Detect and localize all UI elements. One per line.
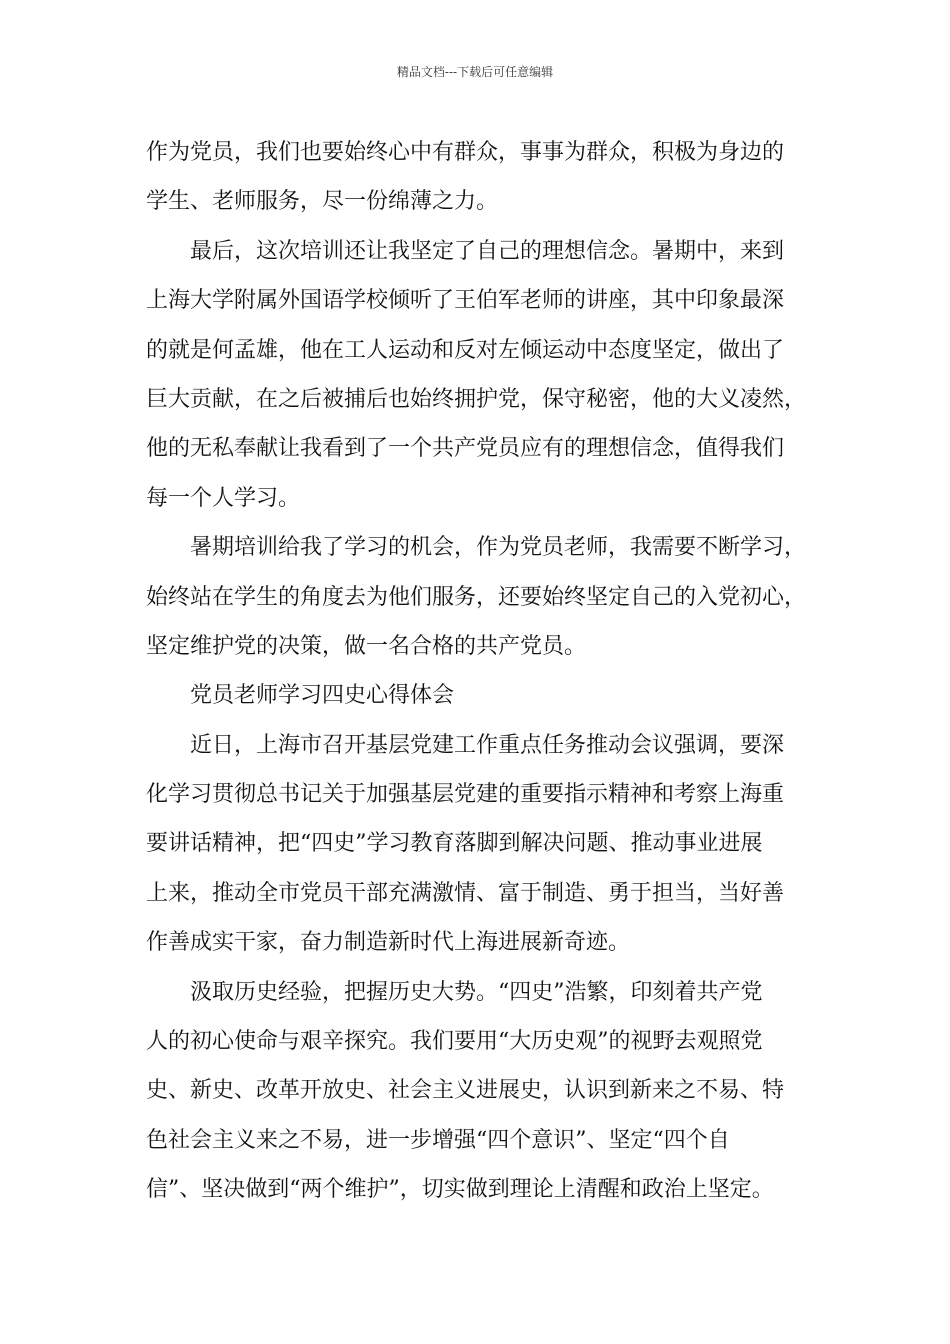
page-header: 精品文档---下载后可任意编辑 <box>396 65 554 79</box>
text-line: 的就是何孟雄，他在工人运动和反对左倾运动中态度坚定，做出了 <box>146 337 785 363</box>
text-line: 坚定维护党的决策，做一名合格的共产党员。 <box>146 633 587 659</box>
text-line: 色社会主义来之不易，进一步增强“四个意识”、坚定“四个自 <box>146 1127 730 1153</box>
text-line: 暑期培训给我了学习的机会，作为党员老师，我需要不断学习， <box>190 535 807 561</box>
text-line: 每一个人学习。 <box>146 485 301 511</box>
text-line: 汲取历史经验，把握历史大势。“四史”浩繁，印刻着共产党 <box>190 979 763 1005</box>
text-line: 巨大贡献，在之后被捕后也始终拥护党，保守秘密，他的大义凌然， <box>146 386 807 412</box>
text-line: 始终站在学生的角度去为他们服务，还要始终坚定自己的入党初心， <box>146 584 807 610</box>
text-line: 史、新史、改革开放史、社会主义进展史，认识到新来之不易、特 <box>146 1078 785 1104</box>
paragraph <box>146 721 826 968</box>
text-line: 上来，推动全市党员干部充满激情、富于制造、勇于担当，当好善 <box>146 880 785 906</box>
paragraph <box>146 128 826 227</box>
document-body <box>146 128 826 1215</box>
paragraph <box>146 523 826 671</box>
text-line: 最后，这次培训还让我坚定了自己的理想信念。暑期中，来到 <box>190 238 785 264</box>
section-title <box>146 671 826 720</box>
paragraph <box>146 227 826 523</box>
text-line: 信”、坚决做到“两个维护”，切实做到理论上清醒和政治上坚定。 <box>146 1177 774 1203</box>
text-line: 他的无私奉献让我看到了一个共产党员应有的理想信念，值得我们 <box>146 436 785 462</box>
text-line: 近日，上海市召开基层党建工作重点任务推动会议强调，要深 <box>190 732 785 758</box>
text-line: 作为党员，我们也要始终心中有群众，事事为群众，积极为身边的 <box>146 140 785 165</box>
text-line: 化学习贯彻总书记关于加强基层党建的重要指示精神和考察上海重 <box>146 782 785 808</box>
text-line: 要讲话精神，把“四史”学习教育落脚到解决问题、推动事业进展 <box>146 831 763 857</box>
text-line: 学生、老师服务，尽一份绵薄之力。 <box>146 189 499 215</box>
text-line: 上海大学附属外国语学校倾听了王伯军老师的讲座，其中印象最深 <box>146 288 785 314</box>
text-line: 人的初心使命与艰辛探究。我们要用“大历史观”的视野去观照党 <box>146 1029 763 1055</box>
paragraph <box>146 968 826 1215</box>
section-title-text: 党员老师学习四史心得体会 <box>190 683 455 709</box>
text-line: 作善成实干家，奋力制造新时代上海进展新奇迹。 <box>146 930 631 956</box>
